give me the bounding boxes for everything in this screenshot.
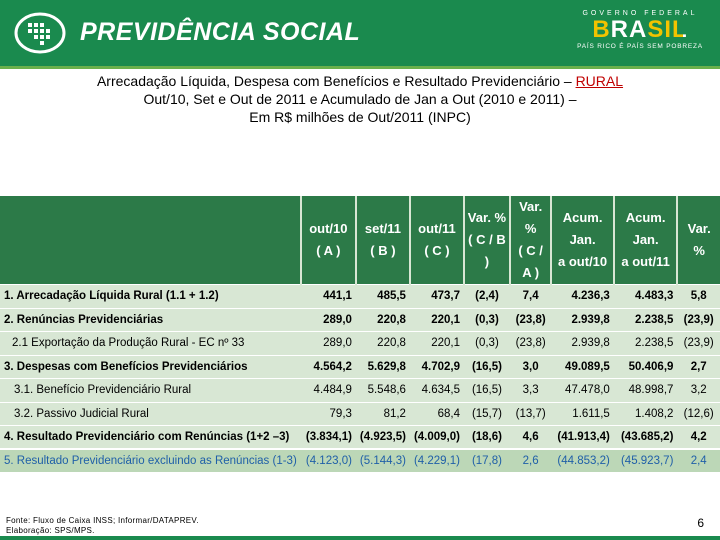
table-cell: (15,7) bbox=[464, 402, 510, 426]
table-cell: 2.238,5 bbox=[614, 332, 678, 356]
table-cell: (4.229,1) bbox=[410, 449, 464, 472]
header-cell: Acum. Jan. a out/10 bbox=[551, 196, 613, 285]
table-cell: (5.144,3) bbox=[356, 449, 410, 472]
table-cell: (12,6) bbox=[677, 402, 720, 426]
header-cell: Acum. Jan. a out/11 bbox=[614, 196, 678, 285]
gov-top-text: GOVERNO FEDERAL bbox=[582, 10, 698, 17]
results-table-container bbox=[0, 196, 720, 467]
table-row bbox=[0, 426, 720, 450]
brand-title: PREVIDÊNCIA SOCIAL bbox=[80, 18, 361, 46]
table-cell: (0,3) bbox=[464, 308, 510, 332]
header-label-cell bbox=[0, 196, 301, 285]
results-table bbox=[0, 196, 720, 472]
title-line-2: Out/10, Set e Out de 2011 e Acumulado de Jan a Out (2010 e 2011) – bbox=[143, 91, 577, 107]
table-cell: (43.685,2) bbox=[614, 426, 678, 450]
table-cell: 49.089,5 bbox=[551, 355, 613, 379]
table-cell: (23,9) bbox=[677, 332, 720, 356]
title-line-3: Em R$ milhões de Out/2011 (INPC) bbox=[249, 109, 471, 125]
table-cell: (4.009,0) bbox=[410, 426, 464, 450]
table-cell: 220,1 bbox=[410, 332, 464, 356]
gov-brasil-text: BRASIL bbox=[568, 17, 712, 43]
header-bar bbox=[0, 0, 720, 66]
table-cell: (3.834,1) bbox=[301, 426, 356, 450]
table-cell: 2.238,5 bbox=[614, 308, 678, 332]
table-row bbox=[0, 355, 720, 379]
table-cell: 1.611,5 bbox=[551, 402, 613, 426]
table-cell: 220,8 bbox=[356, 332, 410, 356]
table-cell: 68,4 bbox=[410, 402, 464, 426]
table-cell: 7,4 bbox=[510, 285, 551, 309]
table-cell: 2.939,8 bbox=[551, 332, 613, 356]
footer-source bbox=[6, 516, 199, 536]
table-header-row bbox=[0, 196, 720, 285]
table-cell: (16,5) bbox=[464, 355, 510, 379]
header-cell: Var. % ( C / A ) bbox=[510, 196, 551, 285]
table-cell: (2,4) bbox=[464, 285, 510, 309]
table-cell: 3,3 bbox=[510, 379, 551, 403]
header-cell: out/10 ( A ) bbox=[301, 196, 356, 285]
table-cell: 5.629,8 bbox=[356, 355, 410, 379]
page-number: 6 bbox=[697, 516, 704, 530]
row-label: 5. Resultado Previdenciário excluindo as Renúncias (1-3) bbox=[0, 449, 301, 472]
table-cell: (17,8) bbox=[464, 449, 510, 472]
title-highlight: RURAL bbox=[575, 73, 624, 89]
header-cell: Var. % ( C / B ) bbox=[464, 196, 510, 285]
table-cell: 485,5 bbox=[356, 285, 410, 309]
table-cell: 441,1 bbox=[301, 285, 356, 309]
row-label: 4. Resultado Previdenciário com Renúncias (1+2 –3) bbox=[0, 426, 301, 450]
table-cell: 48.998,7 bbox=[614, 379, 678, 403]
table-cell: (16,5) bbox=[464, 379, 510, 403]
row-label: 3.2. Passivo Judicial Rural bbox=[0, 402, 301, 426]
table-cell: 4.484,9 bbox=[301, 379, 356, 403]
elaboration-text: Elaboração: SPS/MPS. bbox=[6, 526, 95, 535]
table-row bbox=[0, 379, 720, 403]
row-label: 1. Arrecadação Líquida Rural (1.1 + 1.2) bbox=[0, 285, 301, 309]
previdencia-logo-icon bbox=[14, 12, 66, 54]
table-cell: 5.548,6 bbox=[356, 379, 410, 403]
row-label: 3.1. Benefício Previdenciário Rural bbox=[0, 379, 301, 403]
row-label: 2. Renúncias Previdenciárias bbox=[0, 308, 301, 332]
table-cell: 2,4 bbox=[677, 449, 720, 472]
table-cell: 3,0 bbox=[510, 355, 551, 379]
table-cell: (23,8) bbox=[510, 332, 551, 356]
table-cell: 473,7 bbox=[410, 285, 464, 309]
table-cell: (4.123,0) bbox=[301, 449, 356, 472]
header-cell: set/11 ( B ) bbox=[356, 196, 410, 285]
table-cell: 4.702,9 bbox=[410, 355, 464, 379]
header-divider bbox=[0, 66, 720, 69]
table-cell: 3,2 bbox=[677, 379, 720, 403]
table-cell: (23,8) bbox=[510, 308, 551, 332]
table-cell: 4.634,5 bbox=[410, 379, 464, 403]
row-label: 3. Despesas com Benefícios Previdenciários bbox=[0, 355, 301, 379]
table-cell: 4,2 bbox=[677, 426, 720, 450]
table-cell: 2,7 bbox=[677, 355, 720, 379]
table-cell: (45.923,7) bbox=[614, 449, 678, 472]
table-row bbox=[0, 332, 720, 356]
table-cell: (44.853,2) bbox=[551, 449, 613, 472]
table-cell: (13,7) bbox=[510, 402, 551, 426]
table-cell: 2,6 bbox=[510, 449, 551, 472]
title-line-1 bbox=[20, 72, 700, 90]
table-cell: 5,8 bbox=[677, 285, 720, 309]
table-cell: 4.564,2 bbox=[301, 355, 356, 379]
footer-bar bbox=[0, 536, 720, 540]
table-cell: (18,6) bbox=[464, 426, 510, 450]
table-cell: 289,0 bbox=[301, 308, 356, 332]
table-cell: (0,3) bbox=[464, 332, 510, 356]
gov-slogan-text: PAÍS RICO É PAÍS SEM POBREZA bbox=[577, 43, 703, 50]
table-row bbox=[0, 308, 720, 332]
table-cell: (23,9) bbox=[677, 308, 720, 332]
table-cell: 79,3 bbox=[301, 402, 356, 426]
table-cell: 2.939,8 bbox=[551, 308, 613, 332]
table-row bbox=[0, 402, 720, 426]
table-cell: 4.483,3 bbox=[614, 285, 678, 309]
table-cell: (41.913,4) bbox=[551, 426, 613, 450]
table-cell: 220,1 bbox=[410, 308, 464, 332]
table-cell: 220,8 bbox=[356, 308, 410, 332]
table-cell: 289,0 bbox=[301, 332, 356, 356]
table-cell: 50.406,9 bbox=[614, 355, 678, 379]
table-cell: 1.408,2 bbox=[614, 402, 678, 426]
table-cell: 47.478,0 bbox=[551, 379, 613, 403]
table-row bbox=[0, 285, 720, 309]
title-line-1-prefix: Arrecadação Líquida, Despesa com Benefícios e Resultado Previdenciário – bbox=[96, 73, 576, 89]
header-cell: Var. % bbox=[677, 196, 720, 285]
table-cell: (4.923,5) bbox=[356, 426, 410, 450]
header-cell: out/11 ( C ) bbox=[410, 196, 464, 285]
table-cell: 4,6 bbox=[510, 426, 551, 450]
slide-title bbox=[20, 72, 700, 126]
source-text: Fonte: Fluxo de Caixa INSS; Informar/DATAPREV. bbox=[6, 516, 199, 525]
table-row bbox=[0, 449, 720, 472]
row-label: 2.1 Exportação da Produção Rural - EC nº 33 bbox=[0, 332, 301, 356]
table-cell: 81,2 bbox=[356, 402, 410, 426]
governo-federal-logo bbox=[568, 10, 712, 58]
table-cell: 4.236,3 bbox=[551, 285, 613, 309]
